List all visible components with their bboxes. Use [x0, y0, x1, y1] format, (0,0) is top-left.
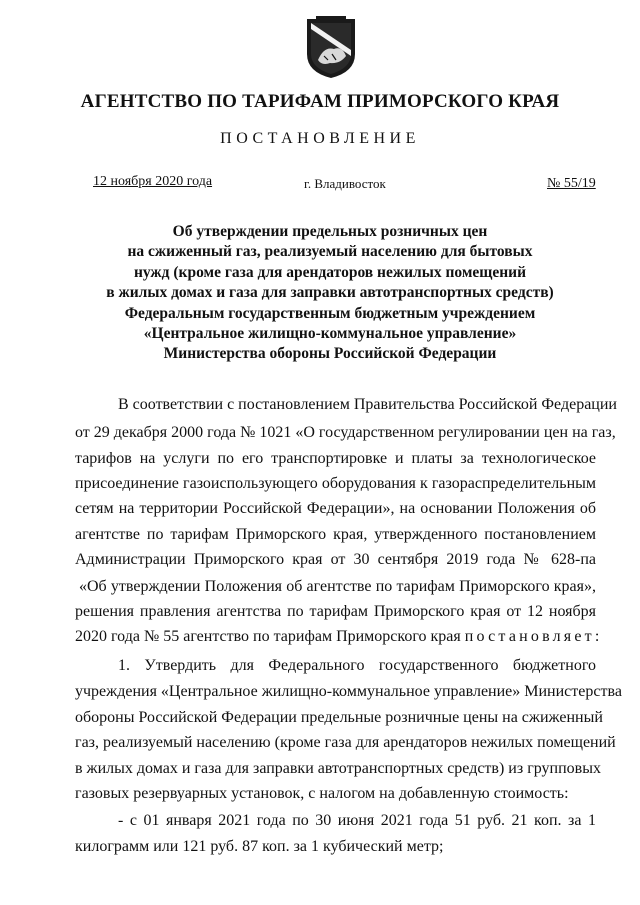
title-line: на сжиженный газ, реализуемый населению для бытовых [127, 243, 533, 261]
title-line: Федеральным государственным бюджетным учреждением [124, 304, 536, 322]
title-line: нужд (кроме газа для арендаторов нежилых помещений [133, 263, 527, 281]
body-line: сетям на территории Российской Федерации», на основании Положения об [75, 500, 596, 517]
body-line: в жилых домах и газа для заправки автотранспортных средств) из групповых [75, 760, 601, 777]
title-line: Министерства обороны Российской Федерации [163, 345, 497, 363]
body-line: килограмм или 121 руб. 87 коп. за 1 кубический метр; [75, 838, 444, 855]
title-line: «Центральное жилищно-коммунальное управление» [143, 325, 517, 343]
body-line: присоединение газоиспользующего оборудования к газораспределительным [75, 475, 596, 492]
body-line: обороны Российской Федерации предельные розничные цены на сжиженный [75, 709, 603, 726]
body-line: В соответствии с постановлением Правительства Российской Федерации [118, 396, 617, 413]
body-line: Администрации Приморского края от 30 сентября 2019 года № 628-па [75, 551, 596, 568]
document-date: 12 ноября 2020 года [93, 174, 213, 189]
body-line: газ, реализуемый населению (кроме газа для арендаторов нежилых помещений [75, 734, 616, 751]
body-line [75, 627, 603, 647]
body-text: 2020 года № 55 агентство по тарифам Приморского края [75, 628, 461, 645]
document-type: ПОСТАНОВЛЕНИЕ [220, 130, 420, 147]
body-line: от 29 декабря 2000 года № 1021 «О государственном регулировании цен на газ, [75, 424, 616, 441]
body-line: - с 01 января 2021 года по 30 июня 2021 года 51 руб. 21 коп. за 1 [118, 812, 596, 829]
body-line: агентстве по тарифам Приморского края, утвержденного постановлением [75, 526, 596, 543]
coat-of-arms-emblem [304, 16, 358, 80]
body-line: газовых резервуарных установок, с налогом на добавленную стоимость: [75, 785, 569, 802]
title-line: Об утверждении предельных розничных цен [172, 223, 488, 240]
body-line: учреждения «Центральное жилищно-коммунальное управление» Министерства [75, 683, 622, 700]
agency-name: АГЕНТСТВО ПО ТАРИФАМ ПРИМОРСКОГО КРАЯ [80, 91, 560, 112]
body-line: тарифов на услуги по его транспортировке и платы за технологическое [75, 450, 596, 467]
resolution-word: постановляет: [464, 628, 603, 645]
document-number: № 55/19 [547, 176, 596, 191]
body-line: «Об утверждении Положения об агентстве по тарифам Приморского края», [79, 578, 596, 595]
body-line: 1. Утвердить для Федерального государственного бюджетного [118, 657, 596, 674]
body-line: решения правления агентства по тарифам Приморского края от 12 ноября [75, 603, 596, 620]
document-title [90, 222, 570, 365]
title-line: в жилых домах и газа для заправки автотранспортных средств) [106, 284, 554, 302]
document-city: г. Владивосток [304, 176, 386, 191]
